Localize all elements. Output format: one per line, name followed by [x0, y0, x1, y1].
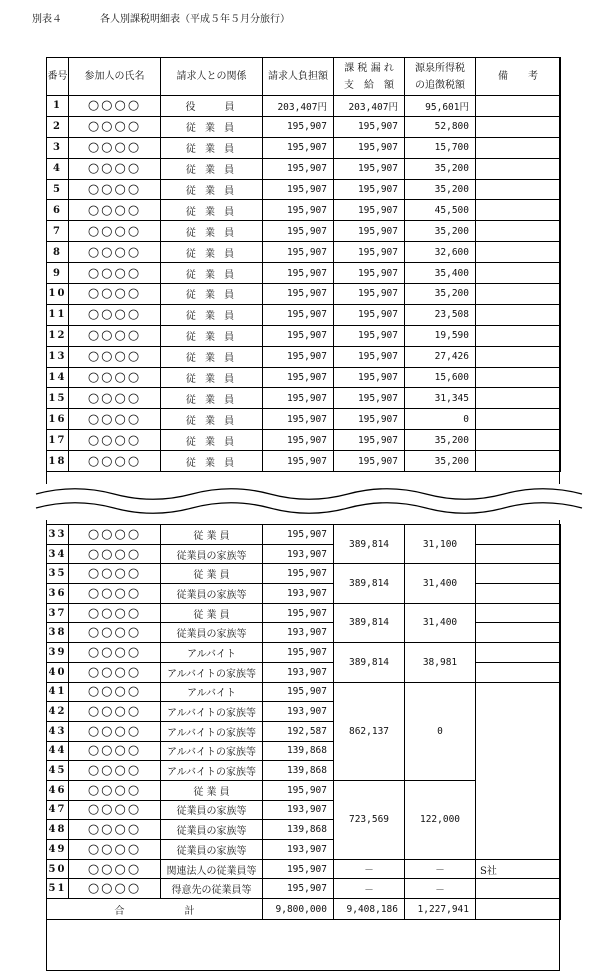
table-row	[47, 643, 561, 663]
burden-amount: 195,907	[263, 304, 334, 325]
row-number: 48	[47, 820, 69, 840]
relation: 従業員の家族等	[161, 623, 263, 643]
remarks	[476, 451, 561, 472]
relation: 従 業 員	[161, 221, 263, 242]
participant-name: ○○○○	[69, 263, 161, 284]
withholding-tax: 27,426	[405, 346, 476, 367]
relation: 従 業 員	[161, 200, 263, 221]
relation: 従業員の家族等	[161, 584, 263, 604]
burden-amount: 195,907	[263, 430, 334, 451]
header-name: 参加人の氏名	[69, 58, 161, 96]
row-number: 11	[47, 304, 69, 325]
relation: 従 業 員	[161, 346, 263, 367]
burden-amount: 195,907	[263, 859, 334, 879]
row-number: 50	[47, 859, 69, 879]
header-relation: 請求人との関係	[161, 58, 263, 96]
remarks	[476, 603, 561, 623]
remarks	[476, 409, 561, 430]
burden-amount: 193,907	[263, 800, 334, 820]
row-number: 49	[47, 840, 69, 860]
burden-amount: 195,907	[263, 879, 334, 899]
remarks	[476, 367, 561, 388]
withholding-tax: 35,400	[405, 263, 476, 284]
group-taxable-amount: 862,137	[334, 682, 405, 780]
row-number: 4	[47, 158, 69, 179]
participant-name: ○○○○	[69, 430, 161, 451]
participant-name: ○○○○	[69, 242, 161, 263]
participant-name: ○○○○	[69, 643, 161, 663]
table-row	[47, 859, 561, 879]
burden-amount: 195,907	[263, 682, 334, 702]
row-number: 18	[47, 451, 69, 472]
row-number: 36	[47, 584, 69, 604]
burden-amount: 195,907	[263, 564, 334, 584]
taxable-amount: 195,907	[334, 263, 405, 284]
withholding-tax: 52,800	[405, 116, 476, 137]
relation: アルバイトの家族等	[161, 662, 263, 682]
relation: 従 業 員	[161, 242, 263, 263]
participant-name: ○○○○	[69, 451, 161, 472]
table-row	[47, 242, 561, 263]
relation: 従 業 員	[161, 430, 263, 451]
participant-name: ○○○○	[69, 137, 161, 158]
relation: 従 業 員	[161, 525, 263, 545]
relation: 従 業 員	[161, 367, 263, 388]
header-withholding-line2: の追徴税額	[415, 79, 465, 91]
burden-amount: 195,907	[263, 137, 334, 158]
table-row	[47, 325, 561, 346]
withholding-tax: 45,500	[405, 200, 476, 221]
header-taxable-line1: 課 税 漏 れ	[344, 62, 394, 74]
table-body-top	[47, 96, 561, 472]
remarks	[476, 346, 561, 367]
participant-name: ○○○○	[69, 116, 161, 137]
remarks	[476, 158, 561, 179]
row-number: 34	[47, 544, 69, 564]
taxable-amount: 195,907	[334, 137, 405, 158]
relation: 関連法人の従業員等	[161, 859, 263, 879]
total-label: 合 計	[47, 899, 263, 920]
participant-name: ○○○○	[69, 780, 161, 800]
total-burden: 9,800,000	[263, 899, 334, 920]
taxable-amount: －	[334, 859, 405, 879]
remarks	[476, 96, 561, 117]
remarks-merged	[476, 682, 561, 859]
group-taxable-amount: 389,814	[334, 643, 405, 682]
row-number: 5	[47, 179, 69, 200]
taxable-amount: 195,907	[334, 158, 405, 179]
burden-amount: 193,907	[263, 662, 334, 682]
withholding-tax: 35,200	[405, 451, 476, 472]
relation: 従 業 員	[161, 409, 263, 430]
remarks	[476, 623, 561, 643]
row-number: 8	[47, 242, 69, 263]
table-row	[47, 200, 561, 221]
participant-name: ○○○○	[69, 325, 161, 346]
table-row	[47, 179, 561, 200]
withholding-tax: 0	[405, 409, 476, 430]
participant-name: ○○○○	[69, 662, 161, 682]
burden-amount: 193,907	[263, 702, 334, 722]
tax-table-bottom	[46, 524, 561, 920]
row-number: 38	[47, 623, 69, 643]
wave-line-lower	[36, 503, 582, 514]
relation: 従 業 員	[161, 116, 263, 137]
burden-amount: 195,907	[263, 325, 334, 346]
table-row	[47, 451, 561, 472]
remarks	[476, 879, 561, 899]
remarks	[476, 179, 561, 200]
taxable-amount: 195,907	[334, 221, 405, 242]
header-taxable	[334, 58, 405, 96]
remarks	[476, 430, 561, 451]
participant-name: ○○○○	[69, 584, 161, 604]
withholding-tax: 32,600	[405, 242, 476, 263]
relation: 従 業 員	[161, 603, 263, 623]
relation: 役 員	[161, 96, 263, 117]
table-row	[47, 682, 561, 702]
burden-amount: 195,907	[263, 643, 334, 663]
group-withholding-tax: 122,000	[405, 780, 476, 859]
relation: アルバイトの家族等	[161, 702, 263, 722]
participant-name: ○○○○	[69, 800, 161, 820]
row-number: 51	[47, 879, 69, 899]
remarks	[476, 242, 561, 263]
table-row	[47, 564, 561, 584]
relation: 従 業 員	[161, 284, 263, 305]
burden-amount: 195,907	[263, 242, 334, 263]
burden-amount: 195,907	[263, 525, 334, 545]
withholding-tax: 35,200	[405, 284, 476, 305]
table-row	[47, 409, 561, 430]
participant-name: ○○○○	[69, 96, 161, 117]
row-number: 17	[47, 430, 69, 451]
burden-amount: 195,907	[263, 116, 334, 137]
participant-name: ○○○○	[69, 623, 161, 643]
relation: 従 業 員	[161, 780, 263, 800]
burden-amount: 139,868	[263, 741, 334, 761]
participant-name: ○○○○	[69, 721, 161, 741]
participant-name: ○○○○	[69, 859, 161, 879]
relation: アルバイト	[161, 643, 263, 663]
withholding-tax: 95,601円	[405, 96, 476, 117]
burden-amount: 195,907	[263, 179, 334, 200]
caption-title: 各人別課税明細表（平成５年５月分旅行）	[100, 14, 290, 25]
tax-table-top	[46, 57, 561, 472]
burden-amount: 203,407円	[263, 96, 334, 117]
relation: 従業員の家族等	[161, 544, 263, 564]
withholding-tax: 31,345	[405, 388, 476, 409]
group-withholding-tax: 31,400	[405, 603, 476, 642]
relation: 従業員の家族等	[161, 820, 263, 840]
table-break-wave	[0, 484, 600, 520]
row-number: 9	[47, 263, 69, 284]
table-row	[47, 367, 561, 388]
withholding-tax: 23,508	[405, 304, 476, 325]
table-body-bottom	[47, 525, 561, 899]
row-number: 42	[47, 702, 69, 722]
header-burden: 請求人負担額	[263, 58, 334, 96]
participant-name: ○○○○	[69, 388, 161, 409]
row-number: 10	[47, 284, 69, 305]
header-row	[47, 58, 561, 96]
taxable-amount: 195,907	[334, 179, 405, 200]
table-row	[47, 544, 561, 564]
table-row	[47, 137, 561, 158]
table-row	[47, 525, 561, 545]
remarks	[476, 284, 561, 305]
remarks	[476, 544, 561, 564]
burden-amount: 193,907	[263, 623, 334, 643]
total-withholding: 1,227,941	[405, 899, 476, 920]
row-number: 33	[47, 525, 69, 545]
burden-amount: 195,907	[263, 603, 334, 623]
burden-amount: 195,907	[263, 158, 334, 179]
remarks	[476, 221, 561, 242]
relation: 従 業 員	[161, 325, 263, 346]
withholding-tax: 35,200	[405, 158, 476, 179]
taxable-amount: 195,907	[334, 430, 405, 451]
row-number: 39	[47, 643, 69, 663]
taxable-amount: －	[334, 879, 405, 899]
table-row	[47, 158, 561, 179]
table-caption	[32, 10, 290, 25]
taxable-amount: 195,907	[334, 346, 405, 367]
header-withholding	[405, 58, 476, 96]
taxable-amount: 195,907	[334, 284, 405, 305]
header-no: 番号	[47, 58, 69, 96]
table-row	[47, 96, 561, 117]
burden-amount: 193,907	[263, 840, 334, 860]
wave-line-upper	[36, 489, 582, 500]
relation: 従 業 員	[161, 137, 263, 158]
remarks	[476, 388, 561, 409]
taxable-amount: 195,907	[334, 367, 405, 388]
participant-name: ○○○○	[69, 741, 161, 761]
participant-name: ○○○○	[69, 367, 161, 388]
participant-name: ○○○○	[69, 682, 161, 702]
burden-amount: 192,587	[263, 721, 334, 741]
header-taxable-line2: 支 給 額	[344, 79, 394, 91]
participant-name: ○○○○	[69, 820, 161, 840]
row-number: 1	[47, 96, 69, 117]
table-row	[47, 430, 561, 451]
taxable-amount: 195,907	[334, 304, 405, 325]
withholding-tax: －	[405, 879, 476, 899]
table-row	[47, 623, 561, 643]
relation: 従 業 員	[161, 179, 263, 200]
row-number: 43	[47, 721, 69, 741]
row-number: 37	[47, 603, 69, 623]
participant-name: ○○○○	[69, 409, 161, 430]
row-number: 41	[47, 682, 69, 702]
relation: アルバイトの家族等	[161, 761, 263, 781]
header-remarks: 備 考	[476, 58, 561, 96]
relation: アルバイトの家族等	[161, 721, 263, 741]
participant-name: ○○○○	[69, 564, 161, 584]
burden-amount: 139,868	[263, 761, 334, 781]
relation: アルバイトの家族等	[161, 741, 263, 761]
participant-name: ○○○○	[69, 879, 161, 899]
row-number: 45	[47, 761, 69, 781]
remarks	[476, 137, 561, 158]
relation: 従 業 員	[161, 158, 263, 179]
row-number: 7	[47, 221, 69, 242]
relation: アルバイト	[161, 682, 263, 702]
remarks	[476, 263, 561, 284]
group-taxable-amount: 389,814	[334, 603, 405, 642]
withholding-tax: 35,200	[405, 179, 476, 200]
relation: 従業員の家族等	[161, 840, 263, 860]
remarks	[476, 643, 561, 663]
withholding-tax: 19,590	[405, 325, 476, 346]
table-row	[47, 263, 561, 284]
row-number: 46	[47, 780, 69, 800]
row-number: 2	[47, 116, 69, 137]
relation: 従 業 員	[161, 388, 263, 409]
total-taxable: 9,408,186	[334, 899, 405, 920]
table-row	[47, 603, 561, 623]
burden-amount: 195,907	[263, 200, 334, 221]
row-number: 35	[47, 564, 69, 584]
participant-name: ○○○○	[69, 179, 161, 200]
participant-name: ○○○○	[69, 200, 161, 221]
burden-amount: 193,907	[263, 544, 334, 564]
relation: 得意先の従業員等	[161, 879, 263, 899]
group-withholding-tax: 38,981	[405, 643, 476, 682]
participant-name: ○○○○	[69, 304, 161, 325]
group-withholding-tax: 31,100	[405, 525, 476, 564]
table-row	[47, 584, 561, 604]
taxable-amount: 195,907	[334, 242, 405, 263]
relation: 従業員の家族等	[161, 800, 263, 820]
remarks	[476, 325, 561, 346]
withholding-tax: 35,200	[405, 430, 476, 451]
burden-amount: 195,907	[263, 780, 334, 800]
withholding-tax: 35,200	[405, 221, 476, 242]
withholding-tax: 15,700	[405, 137, 476, 158]
row-number: 3	[47, 137, 69, 158]
header-withholding-line1: 源泉所得税	[415, 62, 465, 74]
group-taxable-amount: 723,569	[334, 780, 405, 859]
row-number: 15	[47, 388, 69, 409]
remarks	[476, 584, 561, 604]
participant-name: ○○○○	[69, 603, 161, 623]
table-row	[47, 221, 561, 242]
remarks	[476, 200, 561, 221]
participant-name: ○○○○	[69, 761, 161, 781]
table-row	[47, 879, 561, 899]
burden-amount: 193,907	[263, 584, 334, 604]
taxable-amount: 195,907	[334, 388, 405, 409]
row-number: 12	[47, 325, 69, 346]
participant-name: ○○○○	[69, 284, 161, 305]
remarks	[476, 662, 561, 682]
withholding-tax: －	[405, 859, 476, 879]
remarks	[476, 304, 561, 325]
table-row	[47, 662, 561, 682]
row-number: 40	[47, 662, 69, 682]
row-number: 6	[47, 200, 69, 221]
table-row	[47, 346, 561, 367]
row-number: 16	[47, 409, 69, 430]
taxable-amount: 195,907	[334, 200, 405, 221]
total-row	[47, 899, 561, 920]
group-withholding-tax: 31,400	[405, 564, 476, 603]
row-number: 14	[47, 367, 69, 388]
table-row	[47, 304, 561, 325]
participant-name: ○○○○	[69, 544, 161, 564]
burden-amount: 195,907	[263, 409, 334, 430]
participant-name: ○○○○	[69, 158, 161, 179]
relation: 従 業 員	[161, 564, 263, 584]
remarks: S社	[476, 859, 561, 879]
burden-amount: 195,907	[263, 388, 334, 409]
taxable-amount: 195,907	[334, 116, 405, 137]
participant-name: ○○○○	[69, 702, 161, 722]
relation: 従 業 員	[161, 304, 263, 325]
relation: 従 業 員	[161, 451, 263, 472]
table-row	[47, 116, 561, 137]
group-taxable-amount: 389,814	[334, 525, 405, 564]
group-withholding-tax: 0	[405, 682, 476, 780]
withholding-tax: 15,600	[405, 367, 476, 388]
burden-amount: 195,907	[263, 263, 334, 284]
row-number: 13	[47, 346, 69, 367]
burden-amount: 195,907	[263, 367, 334, 388]
taxable-amount: 203,407円	[334, 96, 405, 117]
taxable-amount: 195,907	[334, 325, 405, 346]
burden-amount: 139,868	[263, 820, 334, 840]
remarks	[476, 525, 561, 545]
taxable-amount: 195,907	[334, 451, 405, 472]
burden-amount: 195,907	[263, 451, 334, 472]
burden-amount: 195,907	[263, 346, 334, 367]
total-remarks	[476, 899, 561, 920]
group-taxable-amount: 389,814	[334, 564, 405, 603]
row-number: 47	[47, 800, 69, 820]
table-row	[47, 284, 561, 305]
participant-name: ○○○○	[69, 221, 161, 242]
participant-name: ○○○○	[69, 840, 161, 860]
taxable-amount: 195,907	[334, 409, 405, 430]
relation: 従 業 員	[161, 263, 263, 284]
burden-amount: 195,907	[263, 221, 334, 242]
burden-amount: 195,907	[263, 284, 334, 305]
participant-name: ○○○○	[69, 525, 161, 545]
remarks	[476, 564, 561, 584]
table-row	[47, 388, 561, 409]
row-number: 44	[47, 741, 69, 761]
remarks	[476, 116, 561, 137]
participant-name: ○○○○	[69, 346, 161, 367]
caption-label: 別表４	[32, 14, 62, 25]
